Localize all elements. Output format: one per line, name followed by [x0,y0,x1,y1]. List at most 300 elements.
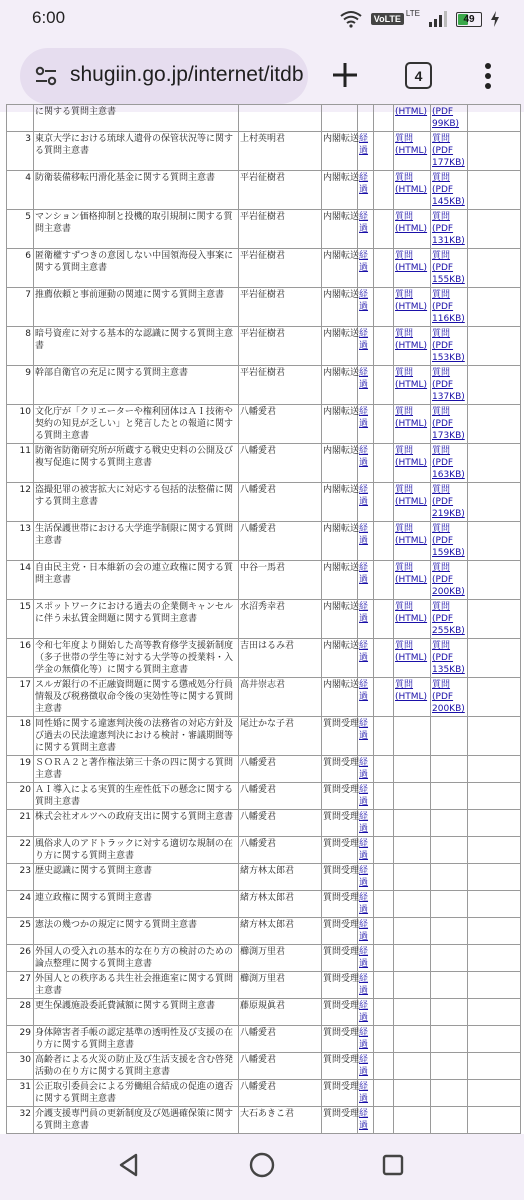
progress-link[interactable]: 経過 [359,368,369,390]
answer-cell [468,561,521,600]
spacer-cell [374,1026,394,1053]
question-title: 東京大学における琉球人遺骨の保管状況等に関する質問主意書 [34,132,239,171]
question-pdf-link[interactable]: 質問 [432,680,451,690]
home-icon[interactable] [248,1151,276,1179]
question-html-cell [394,288,431,327]
answer-cell [468,1053,521,1080]
question-title: 外国人の受入れの基本的な在り方の検討のための論点整理に関する質問主意書 [34,945,239,972]
progress-link[interactable]: 経過 [359,758,369,780]
question-pdf-link[interactable]: 135KB) [432,665,465,675]
answer-cell [468,249,521,288]
progress-link[interactable]: 経過 [359,1028,369,1050]
question-title: 高齢者による火災の防止及び生活支援を含む啓発活動の在り方に関する質問主意書 [34,1053,239,1080]
question-pdf-link[interactable]: (PDF [432,497,454,507]
question-html-cell [394,483,431,522]
spacer-cell [374,171,394,210]
status-cell: 質問受理 [322,999,358,1026]
question-html-cell [394,810,431,837]
question-pdf-cell [431,945,468,972]
progress-link[interactable]: 経過 [359,641,369,663]
spacer-cell [374,783,394,810]
progress-link[interactable]: 経過 [359,866,369,888]
status-cell: 内閣転送 [322,288,358,327]
progress-link[interactable]: 経過 [359,893,369,915]
row-number: 8 [7,327,34,366]
spacer-cell [374,444,394,483]
question-pdf-link[interactable]: 200KB) [432,587,465,597]
spacer-cell [374,405,394,444]
row-number [7,105,34,132]
row-number: 7 [7,288,34,327]
status-cell: 内閣転送 [322,132,358,171]
progress-cell [358,249,374,288]
question-html-cell [394,249,431,288]
question-pdf-link[interactable]: 145KB) [432,197,465,207]
status-cell: 質問受理 [322,918,358,945]
question-html-link[interactable]: 質問(HTML) [395,485,428,507]
table-row [7,639,521,678]
question-pdf-link[interactable]: 質問 [432,485,451,495]
submitter-name: 八幡愛君 [239,1026,322,1053]
question-pdf-link[interactable]: 質問 [432,251,451,261]
question-pdf-cell [431,171,468,210]
question-pdf-cell [431,210,468,249]
progress-link[interactable]: 経過 [359,602,369,624]
row-number: 24 [7,891,34,918]
table-row [7,1053,521,1080]
question-html-link[interactable]: 質問(HTML) [395,641,428,663]
question-pdf-link[interactable]: 131KB) [432,236,465,246]
submitter-name: 尾辻かな子君 [239,717,322,756]
progress-link[interactable]: 経過 [359,524,369,546]
progress-link[interactable]: 経過 [359,680,369,702]
progress-cell [358,1026,374,1053]
question-html-cell [394,132,431,171]
question-html-link[interactable]: 質問(HTML) [395,524,428,546]
question-pdf-cell [431,405,468,444]
question-pdf-link[interactable]: 137KB) [432,392,465,402]
question-title: 暗号資産に対する基本的な認識に関する質問主意書 [34,327,239,366]
progress-cell [358,288,374,327]
table-row [7,678,521,717]
question-pdf-link[interactable]: (PDF [432,419,454,429]
status-cell: 質問受理 [322,756,358,783]
spacer-cell [374,132,394,171]
question-title: に関する質問主意書 [34,105,239,132]
question-html-cell [394,972,431,999]
progress-link[interactable]: 経過 [359,1055,369,1077]
row-number: 9 [7,366,34,405]
answer-cell [468,405,521,444]
table-row [7,171,521,210]
answer-cell [468,945,521,972]
progress-cell [358,972,374,999]
spacer-cell [374,105,394,132]
spacer-cell [374,639,394,678]
question-title: スルガ銀行の不正融資問題に関する懲戒処分行員情報及び税務徴収命令後の実効性等に関する質問主意書 [34,678,239,717]
progress-cell [358,210,374,249]
progress-cell [358,945,374,972]
question-html-link[interactable]: 質問(HTML) [395,329,428,351]
question-pdf-cell [431,249,468,288]
question-html-cell [394,864,431,891]
question-html-link[interactable]: (HTML) [395,107,428,117]
question-pdf-link[interactable]: 質問 [432,563,451,573]
question-pdf-link[interactable]: 質問 [432,602,451,612]
spacer-cell [374,1053,394,1080]
table-row [7,522,521,561]
question-pdf-link[interactable]: 116KB) [432,314,465,324]
spacer-cell [374,918,394,945]
question-html-cell [394,756,431,783]
question-html-cell [394,678,431,717]
answer-cell [468,327,521,366]
answer-cell [468,288,521,327]
question-pdf-cell [431,288,468,327]
progress-link[interactable]: 経過 [359,1109,369,1131]
row-number: 26 [7,945,34,972]
progress-cell [358,171,374,210]
recent-apps-icon[interactable] [380,1152,406,1178]
page-content [0,107,524,1134]
row-number: 27 [7,972,34,999]
answer-cell [468,483,521,522]
status-cell: 質問受理 [322,837,358,864]
submitter-name: 櫛渕万里君 [239,972,322,999]
question-pdf-link[interactable]: (PDF [432,458,454,468]
status-cell [322,105,358,132]
status-bar [0,0,524,38]
submitter-name: 八幡愛君 [239,837,322,864]
submitter-name: 八幡愛君 [239,483,322,522]
question-html-cell [394,717,431,756]
row-number: 12 [7,483,34,522]
question-title: マンション価格抑制と投機的取引規制に関する質問主意書 [34,210,239,249]
question-pdf-link[interactable]: 質問 [432,329,451,339]
question-pdf-link[interactable]: (PDF [432,107,454,117]
question-pdf-link[interactable]: (PDF [432,536,454,546]
table-row [7,132,521,171]
question-pdf-link[interactable]: 質問 [432,368,451,378]
status-cell: 質問受理 [322,717,358,756]
submitter-name [239,105,322,132]
table-row [7,918,521,945]
progress-link[interactable]: 経過 [359,329,369,351]
question-pdf-link[interactable]: 質問 [432,134,451,144]
question-pdf-cell [431,1080,468,1107]
spacer-cell [374,999,394,1026]
answer-cell [468,1080,521,1107]
question-pdf-link[interactable]: 155KB) [432,275,465,285]
address-bar[interactable] [20,48,308,104]
progress-link[interactable]: 経過 [359,839,369,861]
question-title: 風俗求人のアドトラックに対する適切な規制の在り方に関する質問主意書 [34,837,239,864]
answer-cell [468,678,521,717]
table-row [7,810,521,837]
answer-cell [468,366,521,405]
question-pdf-link[interactable]: (PDF [432,380,454,390]
status-cell: 質問受理 [322,1080,358,1107]
progress-link[interactable]: 経過 [359,974,369,996]
status-cell: 内閣転送 [322,522,358,561]
status-cell: 内閣転送 [322,327,358,366]
row-number: 28 [7,999,34,1026]
question-pdf-cell [431,561,468,600]
status-cell: 質問受理 [322,1053,358,1080]
question-pdf-link[interactable]: 163KB) [432,470,465,480]
row-number: 16 [7,639,34,678]
question-pdf-link[interactable]: 159KB) [432,548,465,558]
progress-link[interactable]: 経過 [359,212,369,234]
question-pdf-link[interactable]: 質問 [432,212,451,222]
question-pdf-link[interactable]: (PDF [432,653,454,663]
question-title: 公正取引委員会による労働組合結成の促進の適否に関する質問主意書 [34,1080,239,1107]
question-html-link[interactable]: 質問(HTML) [395,134,428,156]
question-pdf-cell [431,600,468,639]
question-pdf-cell [431,756,468,783]
progress-link[interactable]: 経過 [359,173,369,195]
question-html-cell [394,561,431,600]
answer-cell [468,132,521,171]
status-cell: 内閣転送 [322,405,358,444]
question-pdf-link[interactable]: (PDF [432,692,454,702]
question-pdf-link[interactable]: 200KB) [432,704,465,714]
table-row [7,717,521,756]
question-html-link[interactable]: 質問(HTML) [395,251,428,273]
answer-cell [468,756,521,783]
question-pdf-cell [431,972,468,999]
table-row [7,288,521,327]
question-html-link[interactable]: 質問(HTML) [395,680,428,702]
question-html-cell [394,171,431,210]
table-row [7,561,521,600]
question-html-cell [394,210,431,249]
status-cell: 質問受理 [322,783,358,810]
spacer-cell [374,945,394,972]
progress-cell [358,678,374,717]
question-title: 文化庁が「クリエーターや権利団体はＡＩ技術や契約の知見が乏しい」と発言したとの報道に関する質問主意書 [34,405,239,444]
answer-cell [468,522,521,561]
site-settings-icon[interactable] [34,66,58,86]
row-number: 21 [7,810,34,837]
question-title: 防衛装備移転円滑化基金に関する質問主意書 [34,171,239,210]
submitter-name: 上村英明君 [239,132,322,171]
question-title: 生活保護世帯における大学進学制限に関する質問主意書 [34,522,239,561]
battery-level: 49 [463,13,475,25]
question-html-link[interactable]: 質問(HTML) [395,368,428,390]
question-pdf-link[interactable]: 質問 [432,641,451,651]
progress-link[interactable]: 経過 [359,446,369,468]
answer-cell [468,999,521,1026]
answer-cell [468,171,521,210]
spacer-cell [374,678,394,717]
row-number: 30 [7,1053,34,1080]
submitter-name: 平岩征樹君 [239,288,322,327]
progress-cell [358,837,374,864]
progress-link[interactable]: 経過 [359,1001,369,1023]
question-html-cell [394,1053,431,1080]
table-row [7,1080,521,1107]
question-pdf-link[interactable]: (PDF [432,224,454,234]
wifi-icon [339,10,363,28]
progress-link[interactable]: 経過 [359,920,369,942]
back-icon[interactable] [116,1152,142,1178]
question-pdf-link[interactable]: 質問 [432,173,451,183]
question-html-cell [394,1107,431,1134]
progress-cell [358,561,374,600]
question-html-link[interactable]: 質問(HTML) [395,446,428,468]
status-cell: 内閣転送 [322,639,358,678]
submitter-name: 八幡愛君 [239,522,322,561]
question-pdf-link[interactable]: 質問 [432,290,451,300]
progress-cell [358,717,374,756]
question-html-cell [394,444,431,483]
question-html-link[interactable]: 質問(HTML) [395,407,428,429]
question-html-cell [394,783,431,810]
progress-link[interactable]: 経過 [359,563,369,585]
question-pdf-cell [431,999,468,1026]
question-title: 盗撮犯罪の被害拡大に対応する包括的法整備に関する質問主意書 [34,483,239,522]
tab-switcher-button[interactable]: 4 [405,62,432,89]
progress-link[interactable]: 経過 [359,134,369,156]
progress-link[interactable]: 経過 [359,485,369,507]
answer-cell [468,810,521,837]
progress-link[interactable]: 経過 [359,785,369,807]
question-title: 同性婚に関する違憲判決後の法務省の対応方針及び過去の民法違憲判決における検討・審議期間等に関する質問主意書 [34,717,239,756]
submitter-name: 緒方林太郎君 [239,918,322,945]
question-pdf-link[interactable]: (PDF [432,302,454,312]
table-row [7,756,521,783]
progress-link[interactable]: 経過 [359,251,369,273]
question-pdf-link[interactable]: 質問 [432,524,451,534]
question-pdf-link[interactable]: 177KB) [432,158,465,168]
spacer-cell [374,717,394,756]
question-title: 連立政権に関する質問主意書 [34,891,239,918]
progress-cell [358,483,374,522]
question-pdf-link[interactable]: 255KB) [432,626,465,636]
submitter-name: 中谷一馬君 [239,561,322,600]
question-html-cell [394,600,431,639]
question-title: 推薦依頼と事前運動の関連に関する質問主意書 [34,288,239,327]
progress-link[interactable]: 経過 [359,407,369,429]
question-title: 匿衛權すずつきの意図しない中国領海侵入事案に関する質問主意書 [34,249,239,288]
question-pdf-link[interactable]: (PDF [432,146,454,156]
new-tab-plus-icon[interactable] [328,58,362,92]
progress-cell [358,810,374,837]
row-number: 25 [7,918,34,945]
table-row [7,837,521,864]
question-pdf-link[interactable]: (PDF [432,614,454,624]
progress-cell [358,132,374,171]
progress-link[interactable]: 経過 [359,719,369,741]
question-pdf-cell [431,837,468,864]
question-title: 歴史認識に関する質問主意書 [34,864,239,891]
status-cell: 内閣転送 [322,210,358,249]
answer-cell [468,105,521,132]
row-number: 13 [7,522,34,561]
progress-link[interactable]: 経過 [359,947,369,969]
row-number: 4 [7,171,34,210]
question-pdf-link[interactable]: 質問 [432,407,451,417]
submitter-name: 高井崇志君 [239,678,322,717]
submitter-name: 八幡愛君 [239,1080,322,1107]
question-pdf-link[interactable]: 99KB) [432,119,460,129]
question-pdf-cell [431,810,468,837]
table-row [7,891,521,918]
status-cell: 質問受理 [322,864,358,891]
row-number: 29 [7,1026,34,1053]
question-html-link[interactable]: 質問(HTML) [395,212,428,234]
progress-link[interactable]: 経過 [359,1082,369,1104]
question-pdf-link[interactable]: 219KB) [432,509,465,519]
answer-cell [468,783,521,810]
question-pdf-cell [431,717,468,756]
spacer-cell [374,891,394,918]
submitter-name: 八幡愛君 [239,783,322,810]
progress-cell [358,444,374,483]
spacer-cell [374,522,394,561]
question-pdf-cell [431,327,468,366]
question-title: 自由民主党・日本維新の会の連立政権に関する質問主意書 [34,561,239,600]
status-cell: 内閣転送 [322,678,358,717]
status-cell: 質問受理 [322,1026,358,1053]
url-text[interactable]: shugiin.go.jp/internet/itdb [70,63,304,86]
more-menu-icon[interactable] [478,60,498,92]
system-nav-bar [0,1134,524,1200]
question-pdf-link[interactable]: 173KB) [432,431,465,441]
status-cell: 質問受理 [322,945,358,972]
submitter-name: 櫛渕万里君 [239,945,322,972]
question-pdf-link[interactable]: 153KB) [432,353,465,363]
table-row [7,483,521,522]
question-title: ＳＯＲＡ２と著作権法第三十条の四に関する質問主意書 [34,756,239,783]
row-number: 15 [7,600,34,639]
question-title: 憲法の幾つかの規定に関する質問主意書 [34,918,239,945]
answer-cell [468,210,521,249]
question-pdf-cell [431,483,468,522]
question-pdf-link[interactable]: 質問 [432,446,451,456]
question-pdf-link[interactable]: (PDF [432,341,454,351]
progress-link[interactable]: 経過 [359,290,369,312]
question-html-link[interactable]: 質問(HTML) [395,290,428,312]
question-pdf-link[interactable]: (PDF [432,575,454,585]
question-pdf-cell [431,864,468,891]
question-html-cell [394,327,431,366]
question-html-link[interactable]: 質問(HTML) [395,563,428,585]
spacer-cell [374,327,394,366]
progress-link[interactable]: 経過 [359,812,369,834]
table-row [7,249,521,288]
question-html-link[interactable]: 質問(HTML) [395,602,428,624]
question-html-link[interactable]: 質問(HTML) [395,173,428,195]
progress-cell [358,1080,374,1107]
progress-cell [358,864,374,891]
status-cell: 内閣転送 [322,249,358,288]
submitter-name: 八幡愛君 [239,405,322,444]
answer-cell [468,1107,521,1134]
question-html-cell [394,522,431,561]
question-pdf-link[interactable]: (PDF [432,185,454,195]
table-row [7,444,521,483]
question-pdf-cell [431,444,468,483]
volte-badge: VoLTE [371,13,404,25]
status-cell: 内閣転送 [322,171,358,210]
submitter-name: 八幡愛君 [239,810,322,837]
question-html-cell [394,918,431,945]
progress-cell [358,891,374,918]
question-pdf-link[interactable]: (PDF [432,263,454,273]
row-number: 18 [7,717,34,756]
